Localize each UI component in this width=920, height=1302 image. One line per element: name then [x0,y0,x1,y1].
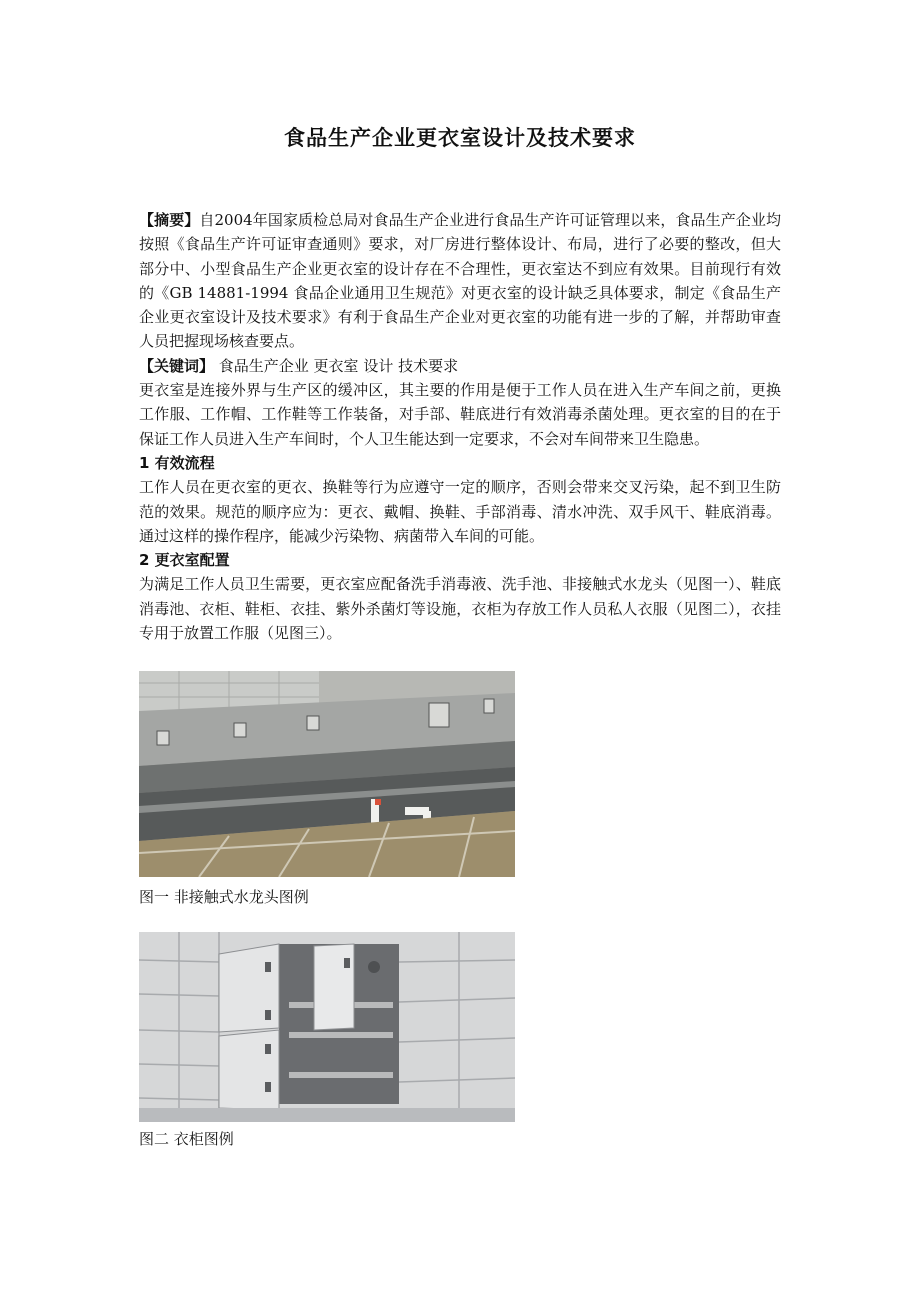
section2-text: 为满足工作人员卫生需要，更衣室应配备洗手消毒液、洗手池、非接触式水龙头（见图一）、鞋底消毒池、衣柜、鞋柜、衣挂、紫外杀菌灯等设施，衣柜为存放工作人员私人衣服（见图二），衣挂专用于放置工作服（见图三）。 [139,575,781,643]
figure2-caption: 图二 衣柜图例 [139,1130,234,1148]
section1-heading: 1 有效流程 [139,453,215,472]
locker-photo [139,932,515,1122]
figure1-caption: 图一 非接触式水龙头图例 [139,888,309,906]
keywords-text: 食品生产企业 更衣室 设计 技术要求 [214,356,459,375]
faucet-photo [139,671,515,877]
abstract-paragraph [139,208,781,354]
keywords-label: 【关键词】 [139,356,215,375]
page-title: 食品生产企业更衣室设计及技术要求 [284,126,636,150]
keywords-paragraph [139,354,781,378]
section2-heading: 2 更衣室配置 [139,551,230,570]
document-body [139,208,781,645]
intro-paragraph: 更衣室是连接外界与生产区的缓冲区，其主要的作用是便于工作人员在进入生产车间之前，更换工作服、工作帽、工作鞋等工作装备，对手部、鞋底进行有效消毒杀菌处理。更衣室的目的在于保证工作人员进入生产车间时，个人卫生能达到一定要求，不会对车间带来卫生隐患。 [139,381,781,448]
abstract-text: 自2004年国家质检总局对食品生产企业进行食品生产许可证管理以来，食品生产企业均按照《食品生产许可证审查通则》要求，对厂房进行整体设计、布局，进行了必要的整改，但大部分中、小型食品生产企业更衣室的设计存在不合理性，更衣室达不到应有效果。目前现行有效的《GB 14881-1994 食品企业通用卫生规范》对更衣室的设计缺乏具体要求，制定《食品生产企业更衣室设计及技术要求》有利于食品生产企业对更衣室的功能有进一步的了解，并帮助审查人员把握现场核查要点。 [139,211,781,351]
abstract-label: 【摘要】 [139,211,200,229]
section1-text: 工作人员在更衣室的更衣、换鞋等行为应遵守一定的顺序，否则会带来交叉污染，起不到卫生防范的效果。规范的顺序应为：更衣、戴帽、换鞋、手部消毒、清水冲洗、双手风干、鞋底消毒。通过这样的操作程序，能减少污染物、病菌带入车间的可能。 [139,478,781,545]
